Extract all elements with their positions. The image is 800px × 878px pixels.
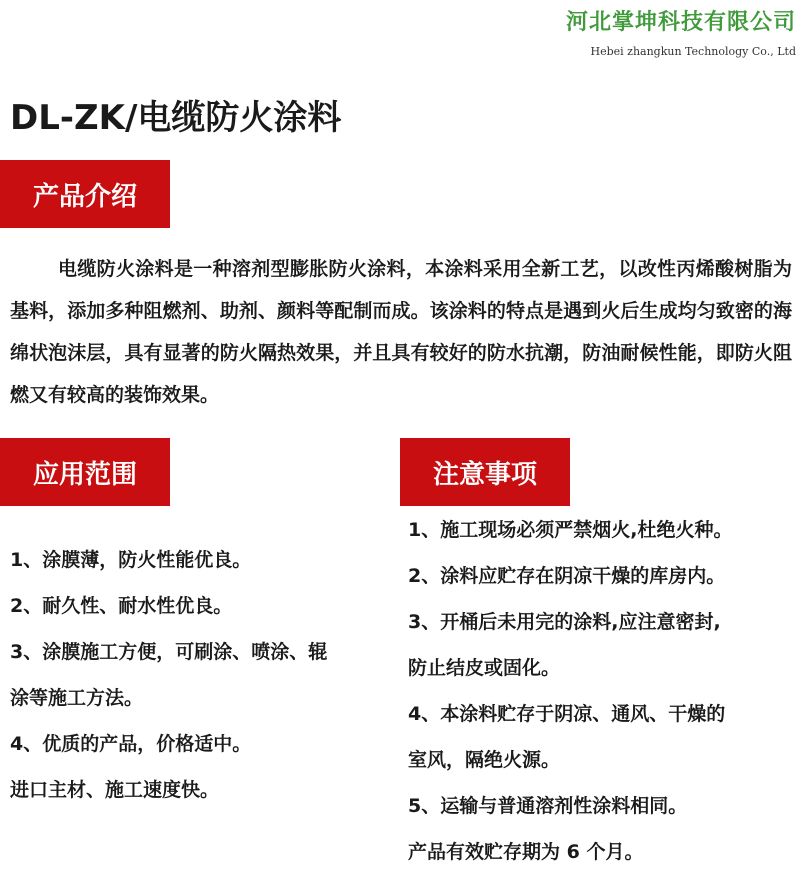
list-item: 3、涂膜施工方便，可刷涂、喷涂、辊 xyxy=(10,641,328,663)
list-item: 防止结皮或固化。 xyxy=(408,657,561,679)
list-item: 进口主材、施工速度快。 xyxy=(10,779,220,801)
list-item: 5、运输与普通溶剂性涂料相同。 xyxy=(408,795,688,817)
list-item: 产品有效贮存期为 6 个月。 xyxy=(408,841,644,863)
notes-list xyxy=(408,510,796,878)
intro-paragraph: 电缆防火涂料是一种溶剂型膨胀防火涂料，本涂料采用全新工艺，以改性丙烯酸树脂为基料，添加多种阻燃剂、助剂、颜料等配制而成。该涂料的特点是遇到火后生成均匀致密的海绵状泡沫层，具有显著的防火隔热效果，并且具有较好的防水抗潮，防油耐候性能，即防火阻燃又有较高的装饰效果。 xyxy=(10,258,792,406)
company-name-cn: 河北掌坤科技有限公司 xyxy=(565,10,796,35)
company-name-en: Hebei zhangkun Technology Co., Ltd xyxy=(590,45,796,58)
list-item: 室风，隔绝火源。 xyxy=(408,749,561,771)
list-item: 涂等施工方法。 xyxy=(10,687,144,709)
list-item: 2、耐久性、耐水性优良。 xyxy=(10,595,233,617)
list-item: 4、优质的产品，价格适中。 xyxy=(10,733,252,755)
list-item: 2、涂料应贮存在阴凉干燥的库房内。 xyxy=(408,565,726,587)
list-item: 3、开桶后未用完的涂料,应注意密封, xyxy=(408,611,721,633)
section-header-intro: 产品介绍 xyxy=(0,160,170,228)
section-header-application: 应用范围 xyxy=(0,438,170,506)
list-item: 4、本涂料贮存于阴凉、通风、干燥的 xyxy=(408,703,726,725)
page-title: DL-ZK/电缆防火涂料 xyxy=(10,98,342,138)
company-branding xyxy=(566,8,796,60)
application-list xyxy=(10,540,390,816)
section-header-notes: 注意事项 xyxy=(400,438,570,506)
list-item: 1、涂膜薄，防火性能优良。 xyxy=(10,549,252,571)
list-item: 1、施工现场必须严禁烟火,杜绝火种。 xyxy=(408,519,733,541)
